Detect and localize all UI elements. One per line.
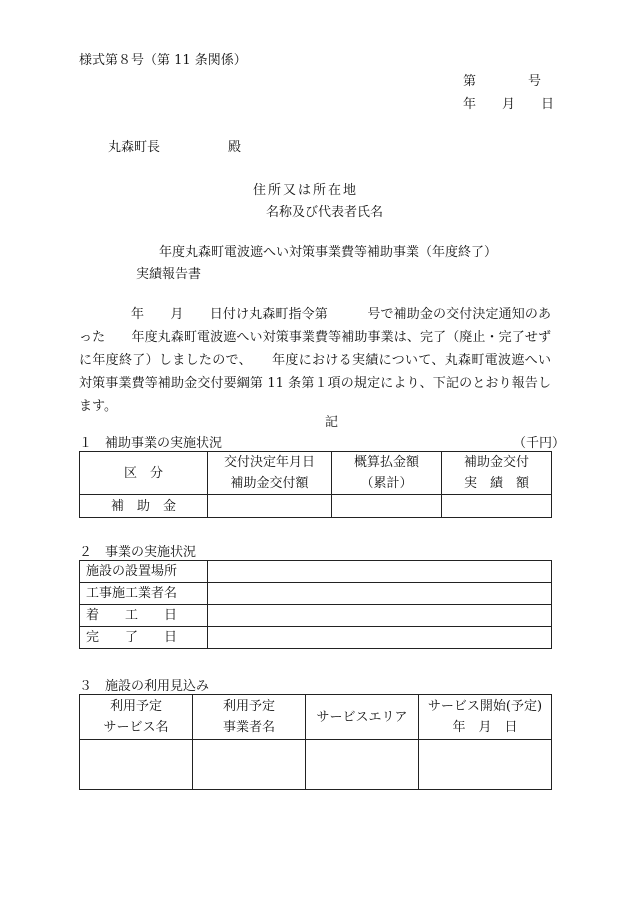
header-advance-line1: 概算払金額 — [353, 455, 419, 470]
representative-name-label: 名称及び代表者氏名 — [266, 205, 384, 220]
cell-advance-amount[interactable] — [332, 495, 442, 518]
subsidy-table — [79, 451, 552, 518]
header-actual-line2: 実 績 額 — [463, 476, 529, 491]
header-service-area — [306, 695, 419, 740]
ki-marker: 記 — [325, 415, 339, 430]
utilization-table — [79, 694, 552, 790]
header-service-name — [80, 695, 193, 740]
section2-heading: ２ 事業の実施状況 — [79, 545, 197, 560]
report-body-text: 年 月 日付け丸森町指令第 号で補助金の交付決定通知のあった 年度丸森町電波遮へい対策事業費等補助事業は、完了（廃止・完了せずに年度終了）しましたので、 年度における実績について、丸森町電波遮へい対策事業費等補助金交付要綱第 11 条第１項の規定により、下記のとおり報告します。 — [79, 307, 551, 414]
document-date: 年 月 日 — [463, 97, 555, 112]
header-decision-line2: 補助金交付額 — [230, 476, 309, 491]
header-provider-line2: 事業者名 — [222, 720, 275, 735]
header-decision-line1: 交付決定年月日 — [223, 455, 315, 470]
header-actual — [442, 452, 552, 495]
header-provider — [193, 695, 306, 740]
section1-heading: １ 補助事業の実施状況 — [79, 436, 223, 451]
cell-service-area[interactable] — [306, 740, 419, 790]
section3-heading: ３ 施設の利用見込み — [79, 679, 210, 694]
header-start-line1: サービス開始(予定) — [427, 699, 543, 714]
section1-unit: （千円） — [513, 436, 566, 451]
document-title: 年度丸森町電波遮へい対策事業費等補助事業（年度終了） — [159, 245, 498, 260]
row-contractor: 工事施工業者名 — [80, 583, 208, 605]
header-service-line1: 利用予定 — [109, 699, 162, 714]
cell-provider[interactable] — [193, 740, 306, 790]
cell-decision-amount[interactable] — [208, 495, 332, 518]
document-title-sub: 実績報告書 — [136, 267, 202, 282]
header-decision — [208, 452, 332, 495]
header-provider-line1: 利用予定 — [222, 699, 275, 714]
row-label-subsidy: 補 助 金 — [80, 495, 208, 518]
header-service-area-text: サービスエリア — [316, 709, 408, 725]
row-start-date: 着 工 日 — [80, 605, 208, 627]
header-service-line2: サービス名 — [103, 720, 169, 735]
document-number: 第 号 — [463, 74, 542, 89]
row-completion-date: 完 了 日 — [80, 627, 208, 649]
cell-completion-date[interactable] — [208, 627, 552, 649]
header-start-line2: 年 月 日 — [452, 720, 518, 735]
cell-actual-amount[interactable] — [442, 495, 552, 518]
implementation-table — [79, 560, 552, 649]
header-actual-line1: 補助金交付 — [463, 455, 529, 470]
cell-start-date[interactable] — [208, 605, 552, 627]
header-category-text: 区 分 — [123, 465, 163, 481]
cell-contractor[interactable] — [208, 583, 552, 605]
cell-service-name[interactable] — [80, 740, 193, 790]
header-service-start — [419, 695, 552, 740]
cell-install-location[interactable] — [208, 561, 552, 583]
cell-service-start[interactable] — [419, 740, 552, 790]
addressee: 丸森町長 — [108, 140, 161, 155]
honorific: 殿 — [228, 140, 242, 155]
form-number: 様式第８号（第 11 条関係） — [79, 53, 247, 68]
address-label: 住所又は所在地 — [253, 183, 359, 198]
header-category — [80, 452, 208, 495]
header-advance — [332, 452, 442, 495]
header-advance-line2: （累計） — [360, 476, 413, 491]
row-install-location: 施設の設置場所 — [80, 561, 208, 583]
